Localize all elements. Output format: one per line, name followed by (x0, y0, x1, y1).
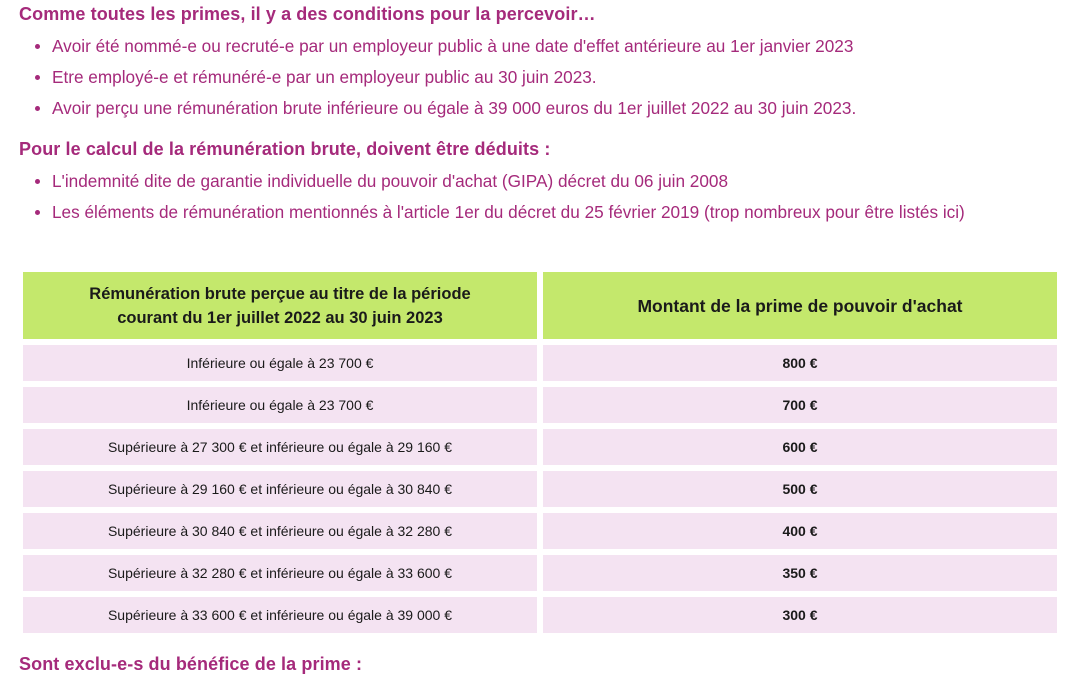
range-cell: Inférieure ou égale à 23 700 € (23, 345, 537, 381)
amount-cell: 600 € (543, 429, 1057, 465)
amount-cell: 350 € (543, 555, 1057, 591)
deductions-list (52, 166, 1062, 228)
amount-cell: 700 € (543, 387, 1057, 423)
table-row (23, 471, 1057, 507)
prime-table (23, 272, 1057, 639)
amount-cell: 300 € (543, 597, 1057, 633)
range-cell: Inférieure ou égale à 23 700 € (23, 387, 537, 423)
list-item: Les éléments de rémunération mentionnés à l'article 1er du décret du 25 février 2019 (trop nombreux pour être listés ici) (52, 197, 1062, 228)
conditions-heading: Comme toutes les primes, il y a des conditions pour la percevoir… (19, 4, 596, 24)
table-row (23, 387, 1057, 423)
range-cell: Supérieure à 32 280 € et inférieure ou égale à 33 600 € (23, 555, 537, 591)
list-item: L'indemnité dite de garantie individuelle du pouvoir d'achat (GIPA) décret du 06 juin 2008 (52, 166, 1062, 197)
amount-cell: 400 € (543, 513, 1057, 549)
deductions-heading: Pour le calcul de la rémunération brute, doivent être déduits : (19, 139, 551, 159)
conditions-list (52, 31, 1062, 124)
range-cell: Supérieure à 33 600 € et inférieure ou égale à 39 000 € (23, 597, 537, 633)
table-row (23, 345, 1057, 381)
table-row (23, 513, 1057, 549)
table-header-row (23, 272, 1057, 339)
range-cell: Supérieure à 29 160 € et inférieure ou égale à 30 840 € (23, 471, 537, 507)
list-item: Avoir perçu une rémunération brute inférieure ou égale à 39 000 euros du 1er juillet 2022 au 30 juin 2023. (52, 93, 1062, 124)
amount-cell: 800 € (543, 345, 1057, 381)
header-montant: Montant de la prime de pouvoir d'achat (543, 272, 1057, 339)
header-remuneration: Rémunération brute perçue au titre de la période courant du 1er juillet 2022 au 30 juin 2023 (23, 272, 537, 339)
range-cell: Supérieure à 27 300 € et inférieure ou égale à 29 160 € (23, 429, 537, 465)
list-item: Etre employé-e et rémunéré-e par un employeur public au 30 juin 2023. (52, 62, 1062, 93)
exclusions-heading: Sont exclu-e-s du bénéfice de la prime : (19, 654, 363, 674)
list-item: Avoir été nommé-e ou recruté-e par un employeur public à une date d'effet antérieure au 1er janvier 2023 (52, 31, 1062, 62)
table-row (23, 597, 1057, 633)
range-cell: Supérieure à 30 840 € et inférieure ou égale à 32 280 € (23, 513, 537, 549)
amount-cell: 500 € (543, 471, 1057, 507)
table-row (23, 555, 1057, 591)
table-row (23, 429, 1057, 465)
